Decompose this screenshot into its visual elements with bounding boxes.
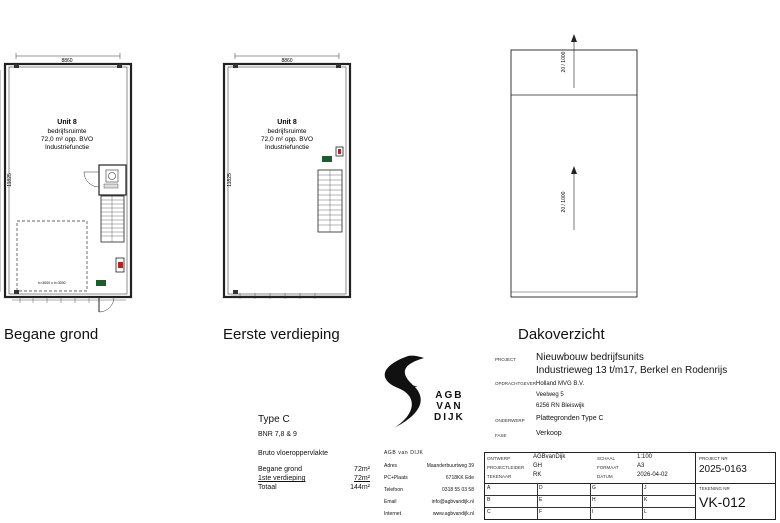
first-use-line3: Industriefunctie	[264, 144, 310, 151]
rev-letter: C	[487, 509, 491, 515]
address-row	[384, 487, 474, 499]
first-floor-plan	[224, 53, 350, 299]
projectnr-value: 2025-0163	[699, 464, 747, 475]
address-label: Email	[384, 499, 397, 505]
bvo-row	[258, 465, 370, 474]
address-value: info@agbvandijk.nl	[431, 499, 474, 505]
address-row	[384, 511, 474, 523]
rev-letter: A	[487, 485, 491, 491]
first-use-line1: bedrijfsruimte	[267, 128, 307, 135]
logo-line-agb: AGB	[435, 390, 464, 401]
first-inner-wall	[228, 67, 346, 294]
ground-use-line3: Industriefunctie	[44, 144, 90, 151]
ground-use-line1: bedrijfsruimte	[47, 128, 87, 135]
formaat-value: A3	[637, 463, 645, 469]
company-address	[384, 463, 474, 523]
address-label: Adres	[384, 463, 398, 469]
schaal-value: 1:100	[637, 454, 653, 460]
first-floor-label: Eerste verdieping	[223, 326, 340, 343]
ontwerp-label: ONTWERP	[487, 456, 510, 461]
address-value: 0318 55 03 58	[442, 487, 474, 493]
ontwerp-value: AGBvanDijk	[533, 454, 566, 460]
address-row	[384, 475, 474, 487]
rev-letter: K	[644, 497, 648, 503]
first-use-line2: 72,0 m² opp. BVO	[260, 136, 314, 143]
bvo-row-value: 144m²	[350, 484, 370, 491]
address-label: Telefoon	[384, 487, 403, 493]
title-block	[484, 452, 776, 520]
rev-letter: J	[644, 485, 647, 491]
client-name: Holland MVG B.V.	[536, 381, 585, 387]
type-title: Type C	[258, 414, 290, 425]
client-info	[536, 379, 584, 412]
address-value: Maanderbuurtweg 39	[426, 463, 474, 469]
bvo-row-label: Totaal	[258, 484, 277, 491]
tekenaar-label: TEKENAAR	[487, 474, 512, 479]
tekeningnr-label: TEKENING NR	[699, 486, 730, 491]
bvo-row	[258, 474, 370, 483]
logo-line-dijk: DIJK	[434, 412, 465, 423]
first-depth-dim: 11825	[227, 173, 233, 187]
bvo-row-value: 72m²	[354, 475, 370, 482]
projectleider-label: PROJECTLEIDER	[487, 465, 525, 470]
first-width-dim: 8860	[281, 58, 293, 64]
roof-plan	[511, 34, 637, 297]
ground-door-dim: b=3000 x h=3000	[38, 281, 66, 285]
ground-inner-wall	[9, 67, 127, 294]
client-city: 6256 RN Bleiswijk	[536, 403, 585, 409]
roof-slope-top: 20 / 1000	[561, 51, 567, 73]
subject-value: Plattegronden Type C	[536, 415, 604, 422]
ground-green-sign	[96, 280, 106, 286]
bvo-row-value: 72m²	[354, 466, 370, 473]
project-line1: Nieuwbouw bedrijfsunits	[536, 352, 644, 363]
rev-letter: E	[539, 497, 543, 503]
subject-label: ONDERWERP	[495, 418, 525, 423]
tekenaar-value: RK	[533, 472, 542, 478]
datum-value: 2026-04-02	[637, 472, 668, 478]
projectnr-label: PROJECT NR	[699, 456, 728, 461]
address-label: Internet	[384, 511, 401, 517]
ground-use-line2: 72,0 m² opp. BVO	[40, 136, 94, 143]
rev-letter: G	[592, 485, 596, 491]
project-label: PROJECT	[495, 357, 517, 362]
schaal-label: SCHAAL	[597, 456, 616, 461]
client-street: Veelweg 5	[536, 392, 564, 398]
project-title	[536, 351, 727, 377]
phase-label: FASE	[495, 433, 507, 438]
revision-grid	[485, 483, 695, 519]
type-bnr: BNR 7,8 & 9	[258, 431, 297, 438]
address-label: PC+Plaats	[384, 475, 408, 481]
address-row	[384, 499, 474, 511]
ground-entrance-door	[99, 297, 114, 312]
address-value: 6718KK Ede	[445, 475, 474, 481]
tekeningnr-value: VK-012	[699, 494, 746, 510]
rev-letter: F	[539, 509, 543, 515]
ground-toilet-room	[99, 165, 126, 195]
phase-value: Verkoop	[536, 430, 562, 437]
company-name: AGB van DIJK	[384, 450, 424, 456]
rev-letter: H	[592, 497, 596, 503]
bvo-table	[258, 465, 370, 492]
first-unit-label: Unit 8	[277, 119, 297, 126]
ground-floor-label: Begane grond	[4, 326, 99, 343]
logo-text	[434, 390, 465, 423]
ground-door-swing	[84, 172, 99, 187]
ground-depth-dim: 11825	[7, 173, 13, 187]
bvo-row-label: Begane grond	[258, 466, 302, 473]
formaat-label: FORMAAT	[597, 465, 619, 470]
first-green-sign	[322, 156, 332, 162]
rev-letter: B	[487, 497, 491, 503]
ground-width-dim: 8860	[61, 58, 73, 64]
datum-label: DATUM	[597, 474, 613, 479]
roof-slope-bottom: 20 / 1000	[561, 191, 567, 213]
toilet-icon	[109, 173, 116, 180]
bvo-title: Bruto vloeroppervlakte	[258, 450, 329, 457]
rev-letter: I	[592, 509, 594, 515]
address-row	[384, 463, 474, 475]
project-line2: Industrieweg 13 t/m17, Berkel en Rodenrijs	[536, 365, 728, 376]
ground-floor-plan	[0, 53, 131, 312]
ground-unit-label: Unit 8	[57, 119, 77, 126]
client-label: OPDRACHTGEVER	[495, 381, 537, 386]
bvo-row-label: 1ste verdieping	[258, 475, 306, 482]
logo-line-van: VAN	[436, 401, 463, 412]
rev-letter: D	[539, 485, 543, 491]
projectleider-value: GH	[533, 463, 542, 469]
bvo-row	[258, 483, 370, 492]
title-block-info	[485, 453, 695, 484]
ground-outer-wall	[5, 64, 131, 297]
title-block-numbers	[695, 453, 776, 519]
agb-logo-icon	[385, 356, 424, 428]
first-outer-wall	[224, 64, 350, 297]
rev-letter: L	[644, 509, 647, 515]
roof-overview-label: Dakoverzicht	[518, 326, 605, 343]
address-value: www.agbvandijk.nl	[432, 511, 474, 517]
ground-stairs	[101, 196, 124, 242]
